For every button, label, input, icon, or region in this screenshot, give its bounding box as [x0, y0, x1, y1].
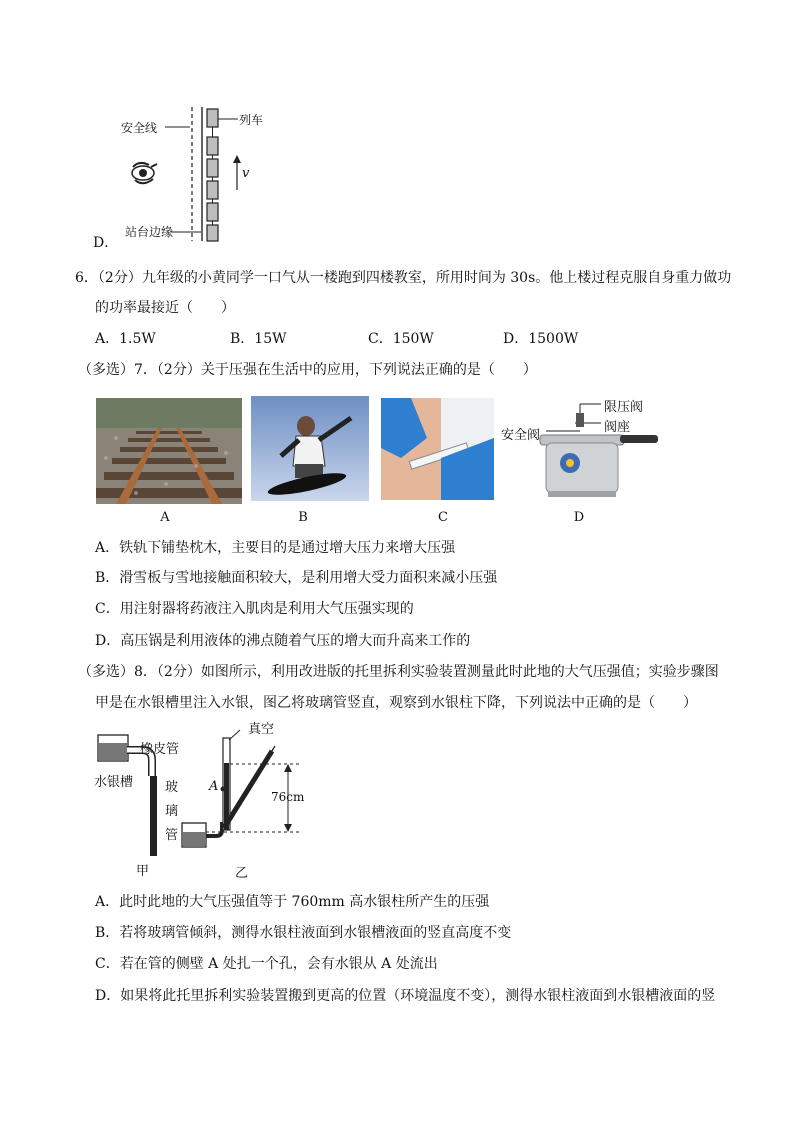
platform-edge-label: 站台边缘 — [125, 225, 174, 239]
valve-seat-label: 阀座 — [604, 420, 631, 435]
glass-tube-label: 玻璃管 — [165, 780, 179, 843]
pressure-cooker-photo — [500, 395, 665, 503]
train-platform-figure — [115, 105, 285, 245]
caption-a: A — [160, 510, 170, 525]
limit-valve-label: 限压阀 — [604, 400, 644, 415]
velocity-label: v — [242, 166, 250, 181]
point-a-label: A — [209, 779, 219, 794]
rubber-tube-label: 橡皮管 — [140, 742, 180, 757]
q6-stem-line1: 6．（2分）九年级的小黄同学一口气从一楼跑到四楼教室，所用时间为 30s。他上楼过程克服自身重力做功 — [75, 270, 732, 286]
caption-b: B — [298, 510, 308, 525]
q6-option-b: B．15W — [230, 331, 287, 347]
q6-option-c: C．150W — [368, 331, 434, 347]
height-label: 76cm — [271, 790, 305, 804]
jia-label: 甲 — [136, 864, 150, 879]
q8-stem-line2: 甲是在水银槽里注入水银，图乙将玻璃管竖直，观察到水银柱下降，下列说法中正确的是（ ） — [95, 695, 697, 711]
person-icon — [132, 163, 157, 183]
vacuum-label: 真空 — [248, 722, 275, 737]
q6-option-a: A．1.5W — [95, 331, 156, 347]
point-a-dot — [221, 787, 226, 792]
railway-photo — [96, 398, 242, 504]
q7-stem: （多选）7．（2分）关于压强在生活中的应用，下列说法正确的是（ ） — [78, 362, 537, 378]
option-d-letter: D． — [93, 235, 119, 251]
mercury-trough-label: 水银槽 — [94, 775, 134, 790]
q7-option-b: B．滑雪板与雪地接触面积较大，是利用增大受力面积来减小压强 — [95, 570, 498, 586]
train-label: 列车 — [239, 113, 264, 127]
q6-option-d: D．1500W — [503, 331, 579, 347]
q8-option-c: C．若在管的侧壁 A 处扎一个孔，会有水银从 A 处流出 — [95, 956, 438, 972]
injection-photo — [381, 398, 494, 500]
q8-stem-line1: （多选）8．（2分）如图所示，利用改进版的托里拆利实验装置测量此时此地的大气压强值；实验步骤图 — [78, 664, 719, 680]
q7-option-c: C．用注射器将药液注入肌肉是利用大气压强实现的 — [95, 601, 414, 617]
yi-label: 乙 — [235, 866, 249, 881]
safety-line-label: 安全线 — [121, 121, 158, 135]
q8-option-a: A．此时此地的大气压强值等于 760mm 高水银柱所产生的压强 — [95, 894, 490, 910]
q8-option-d: D．如果将此托里拆利实验装置搬到更高的位置（环境温度不变），测得水银柱液面到水银槽液面的竖 — [95, 988, 716, 1004]
q7-option-d: D．高压锅是利用液体的沸点随着气压的增大而升高来工作的 — [95, 633, 471, 649]
safety-valve-label: 安全阀 — [501, 428, 541, 443]
q8-option-b: B．若将玻璃管倾斜，测得水银柱液面到水银槽液面的竖直高度不变 — [95, 925, 512, 941]
q7-option-a: A．铁轨下铺垫枕木，主要目的是通过增大压力来增大压强 — [95, 540, 456, 556]
torricelli-figure — [90, 718, 340, 881]
caption-d: D — [573, 510, 585, 525]
q6-stem-line2: 的功率最接近（ ） — [95, 300, 235, 316]
caption-c: C — [438, 510, 448, 525]
snowboard-photo — [251, 396, 369, 501]
